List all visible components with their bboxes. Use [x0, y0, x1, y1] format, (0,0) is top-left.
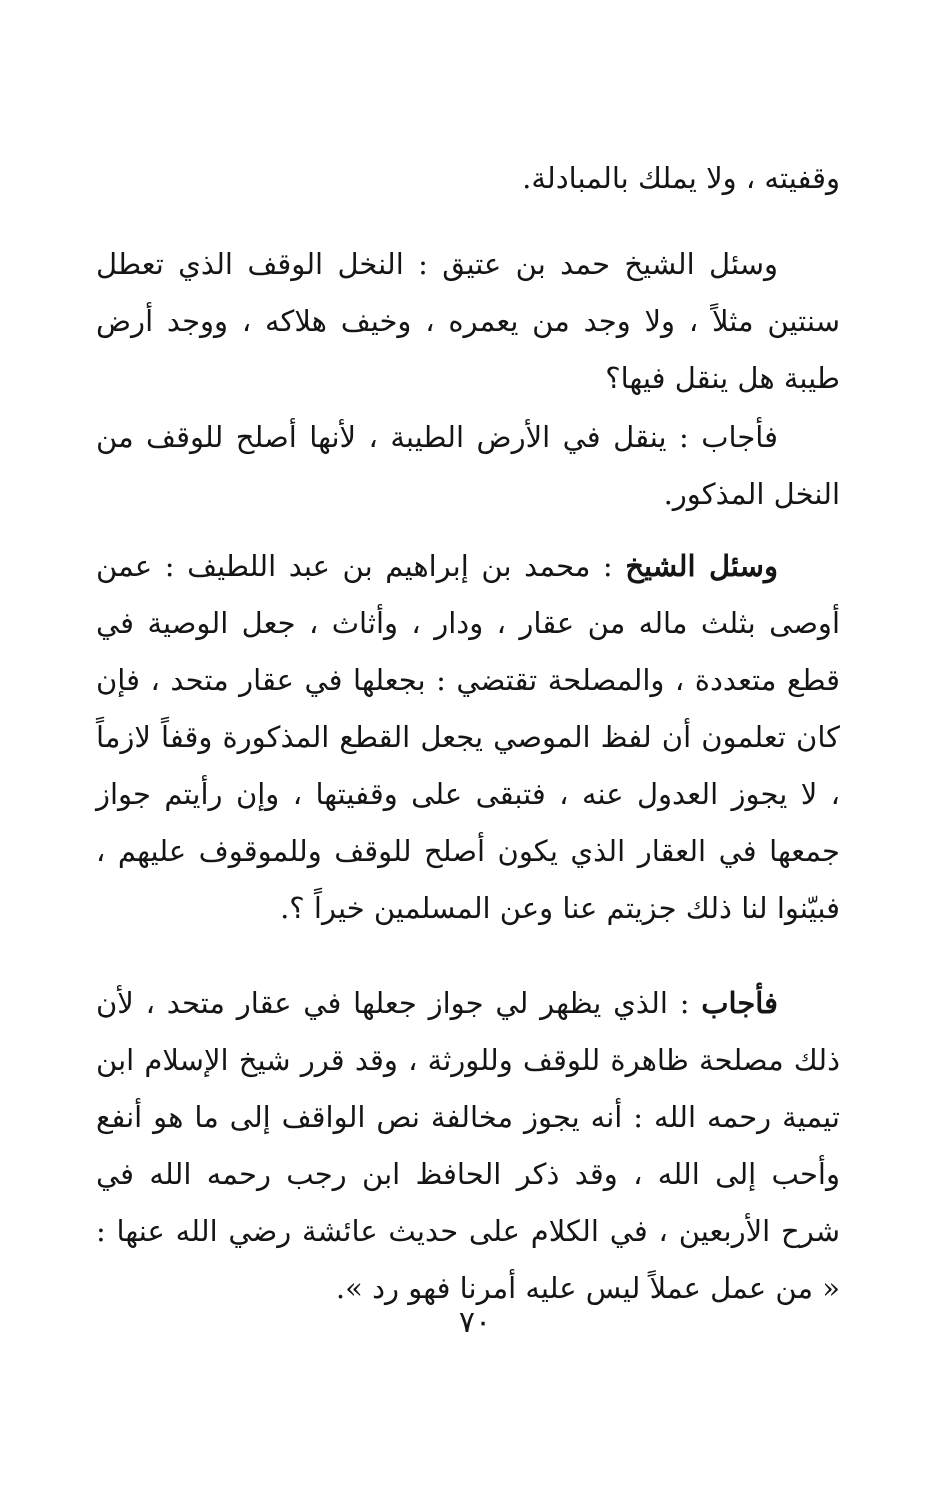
paragraph-text: : محمد بن إبراهيم بن عبد اللطيف : عمن أوصى بثلث ماله من عقار ، ودار ، وأثاث ، جعل الوصية في قطع متعددة ، والمصلحة تقتضي : بجعلها في عقار متحد ، فإن كان تعلمون أن لفظ الموصي يجعل القطع المذكورة وقفاً لازماً ، لا يجوز العدول عنه ، فتبقى على وقفيتها ، وإن رأيتم جواز جمعها في العقار الذي يكون أصلح للوقف وللموقوف عليهم ، فبيّنوا لنا ذلك جزيتم عنا وعن المسلمين خيراً ؟. [96, 549, 840, 925]
paragraph-text: فأجاب : ينقل في الأرض الطيبة ، لأنها أصلح للوقف من النخل المذكور. [96, 420, 840, 511]
paragraph-lead: فأجاب [701, 986, 778, 1020]
paragraph-question-muhammad-ibn-ibrahim [96, 538, 840, 937]
paragraph-question-hamad-ibn-atiq [96, 236, 840, 407]
page-number: ٧٠ [458, 1305, 492, 1340]
paragraph-continuation [96, 150, 840, 207]
paragraph-lead: وسئل الشيخ [625, 549, 778, 583]
paragraph-answer-1 [96, 409, 840, 523]
paragraph-answer-2 [96, 975, 840, 1317]
paragraph-text: وسئل الشيخ حمد بن عتيق : النخل الوقف الذي تعطل سنتين مثلاً ، ولا وجد من يعمره ، وخيف هلاكه ، ووجد أرض طيبة هل ينقل فيها؟ [96, 247, 840, 395]
paragraph-text: : الذي يظهر لي جواز جعلها في عقار متحد ، لأن ذلك مصلحة ظاهرة للوقف وللورثة ، وقد قرر شيخ الإسلام ابن تيمية رحمه الله : أنه يجوز مخالفة نص الواقف إلى ما هو أنفع وأحب إلى الله ، وقد ذكر الحافظ ابن رجب رحمه الله في شرح الأربعين ، في الكلام على حديث عائشة رضي الله عنها : « من عمل عملاً ليس عليه أمرنا فهو رد ». [96, 986, 840, 1305]
paragraph-text: وقفيته ، ولا يملك بالمبادلة. [522, 161, 840, 195]
